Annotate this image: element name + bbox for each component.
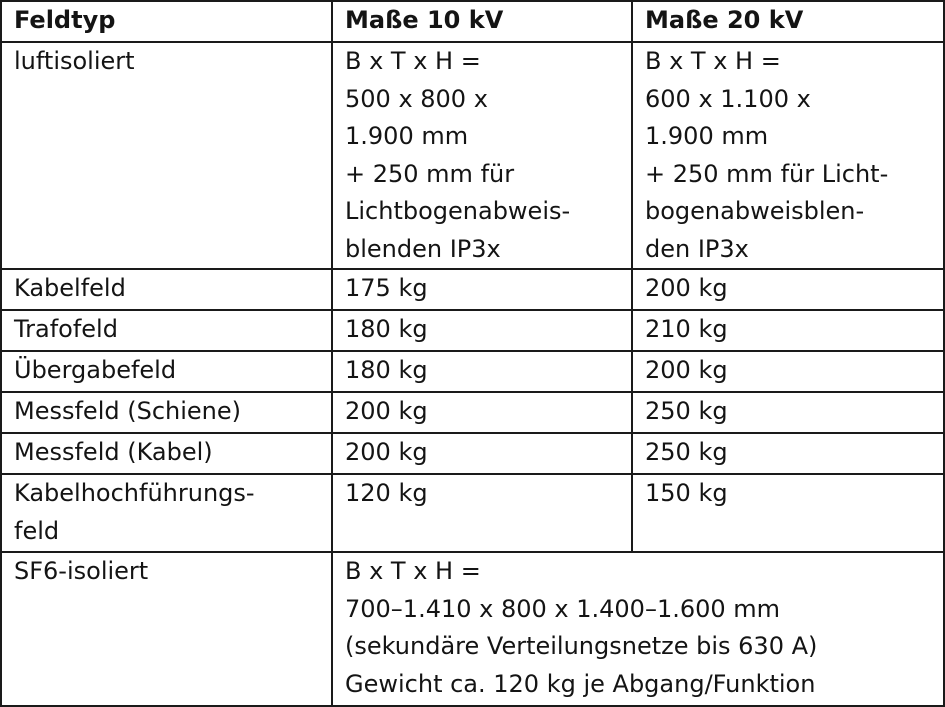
cell-label: Messfeld (Kabel) [1, 433, 332, 474]
cell-10kv: 175 kg [332, 269, 632, 310]
cell-20kv: 200 kg [632, 269, 944, 310]
cell-label: Übergabefeld [1, 351, 332, 392]
text-line: 500 x 800 x [345, 84, 488, 113]
text-line: 700–1.410 x 800 x 1.400–1.600 mm [345, 594, 781, 623]
cell-20kv: 250 kg [632, 433, 944, 474]
text-line: + 250 mm für [345, 159, 515, 188]
table-row-sf6-isoliert [1, 552, 944, 706]
text-line: feld [14, 516, 60, 545]
text-line: 600 x 1.100 x [645, 84, 811, 113]
cell-label-kabelhochfuehrungsfeld [1, 474, 332, 552]
table-row [1, 392, 944, 433]
cell-sf6-dimensions [332, 552, 944, 706]
text-line: 1.900 mm [645, 122, 769, 150]
cell-10kv: 120 kg [332, 474, 632, 552]
text-line: B x T x H = [345, 557, 481, 585]
cell-label-sf6-isoliert: SF6-isoliert [1, 552, 332, 706]
table-row [1, 433, 944, 474]
text-line: Lichtbogenabweis- [345, 197, 571, 225]
cell-10kv: 180 kg [332, 310, 632, 351]
cell-luftisoliert-10kv [332, 42, 632, 269]
table-row [1, 310, 944, 351]
header-feldtyp: Feldtyp [1, 1, 332, 42]
cell-20kv: 200 kg [632, 351, 944, 392]
text-line: blenden IP3x [345, 234, 501, 263]
cell-10kv: 200 kg [332, 392, 632, 433]
cell-20kv: 250 kg [632, 392, 944, 433]
cell-label: Kabelfeld [1, 269, 332, 310]
text-line: bogenabweisblen- [645, 197, 865, 225]
cell-label-luftisoliert: luftisoliert [1, 42, 332, 269]
text-line: Gewicht ca. 120 kg je Abgang/Funktion [345, 669, 816, 698]
cell-20kv: 150 kg [632, 474, 944, 552]
text-line: + 250 mm für Licht- [645, 159, 889, 188]
table-row-kabelhochfuehrungsfeld [1, 474, 944, 552]
text-line: B x T x H = [345, 47, 481, 75]
header-row [1, 1, 944, 42]
text-line: 1.900 mm [345, 122, 469, 150]
header-masse-20kv: Maße 20 kV [632, 1, 944, 42]
text-line: den IP3x [645, 234, 749, 263]
header-masse-10kv: Maße 10 kV [332, 1, 632, 42]
text-line: Kabelhochführungs- [14, 479, 255, 507]
table-row [1, 351, 944, 392]
cell-luftisoliert-20kv [632, 42, 944, 269]
cell-label: Messfeld (Schiene) [1, 392, 332, 433]
cell-label: Trafofeld [1, 310, 332, 351]
cell-10kv: 180 kg [332, 351, 632, 392]
table-row-luftisoliert [1, 42, 944, 269]
table-row [1, 269, 944, 310]
cell-20kv: 210 kg [632, 310, 944, 351]
text-line: B x T x H = [645, 47, 781, 75]
text-line: (sekundäre Verteilungsnetze bis 630 A) [345, 632, 818, 660]
cell-10kv: 200 kg [332, 433, 632, 474]
